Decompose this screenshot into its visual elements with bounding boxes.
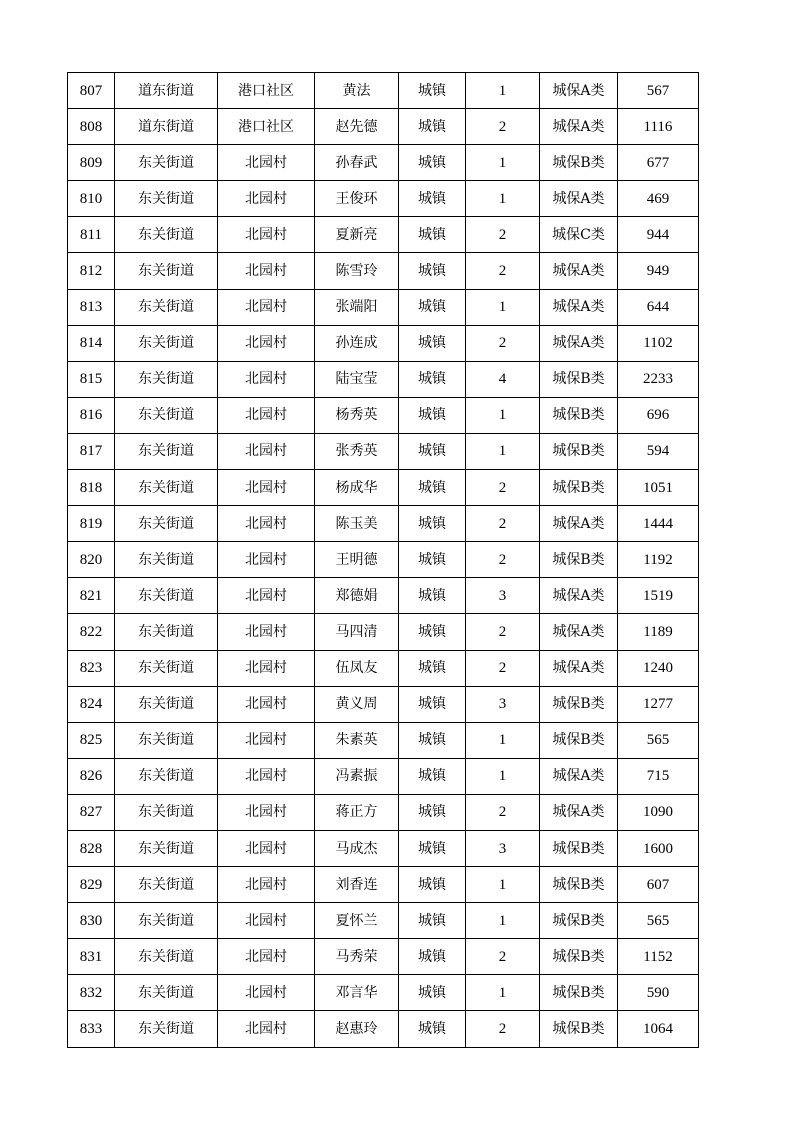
table-row (68, 903, 699, 939)
row-number-cell: 822 (68, 614, 115, 650)
community-cell: 北园村 (218, 578, 315, 614)
person-name-cell: 张端阳 (315, 289, 399, 325)
insurance-category-cell: 城保A类 (540, 578, 618, 614)
community-cell: 北园村 (218, 686, 315, 722)
insurance-category-cell: 城保B类 (540, 397, 618, 433)
amount-cell: 565 (618, 722, 699, 758)
table-row (68, 758, 699, 794)
household-count-cell: 2 (466, 217, 540, 253)
row-number-cell: 823 (68, 650, 115, 686)
street-cell: 东关街道 (115, 722, 218, 758)
amount-cell: 1277 (618, 686, 699, 722)
row-number-cell: 814 (68, 325, 115, 361)
person-name-cell: 杨秀英 (315, 397, 399, 433)
residence-type-cell: 城镇 (399, 650, 466, 686)
table-row (68, 361, 699, 397)
row-number-cell: 815 (68, 361, 115, 397)
insurance-category-cell: 城保B类 (540, 542, 618, 578)
person-name-cell: 夏新亮 (315, 217, 399, 253)
person-name-cell: 冯素振 (315, 758, 399, 794)
person-name-cell: 蒋正方 (315, 794, 399, 830)
insurance-category-cell: 城保A类 (540, 73, 618, 109)
household-count-cell: 2 (466, 470, 540, 506)
street-cell: 东关街道 (115, 145, 218, 181)
insurance-category-cell: 城保C类 (540, 217, 618, 253)
row-number-cell: 807 (68, 73, 115, 109)
residence-type-cell: 城镇 (399, 506, 466, 542)
residence-type-cell: 城镇 (399, 686, 466, 722)
table-row (68, 578, 699, 614)
street-cell: 东关街道 (115, 1011, 218, 1047)
amount-cell: 696 (618, 397, 699, 433)
street-cell: 东关街道 (115, 650, 218, 686)
household-count-cell: 1 (466, 397, 540, 433)
household-count-cell: 2 (466, 542, 540, 578)
residence-type-cell: 城镇 (399, 542, 466, 578)
table-row (68, 253, 699, 289)
household-count-cell: 3 (466, 578, 540, 614)
table-row (68, 975, 699, 1011)
amount-cell: 644 (618, 289, 699, 325)
community-cell: 北园村 (218, 181, 315, 217)
person-name-cell: 夏怀兰 (315, 903, 399, 939)
community-cell: 北园村 (218, 325, 315, 361)
insurance-category-cell: 城保B类 (540, 939, 618, 975)
household-count-cell: 2 (466, 325, 540, 361)
row-number-cell: 829 (68, 867, 115, 903)
residence-type-cell: 城镇 (399, 73, 466, 109)
community-cell: 北园村 (218, 397, 315, 433)
residence-type-cell: 城镇 (399, 361, 466, 397)
person-name-cell: 陈雪玲 (315, 253, 399, 289)
community-cell: 北园村 (218, 253, 315, 289)
person-name-cell: 郑德娟 (315, 578, 399, 614)
household-count-cell: 1 (466, 975, 540, 1011)
residence-type-cell: 城镇 (399, 975, 466, 1011)
insurance-category-cell: 城保B类 (540, 975, 618, 1011)
table-row (68, 145, 699, 181)
amount-cell: 1189 (618, 614, 699, 650)
residence-type-cell: 城镇 (399, 722, 466, 758)
street-cell: 东关街道 (115, 253, 218, 289)
household-count-cell: 1 (466, 867, 540, 903)
person-name-cell: 陆宝莹 (315, 361, 399, 397)
household-count-cell: 4 (466, 361, 540, 397)
residence-type-cell: 城镇 (399, 758, 466, 794)
amount-cell: 1600 (618, 830, 699, 866)
table-row (68, 542, 699, 578)
person-name-cell: 黄法 (315, 73, 399, 109)
household-count-cell: 2 (466, 939, 540, 975)
residence-type-cell: 城镇 (399, 867, 466, 903)
community-cell: 北园村 (218, 867, 315, 903)
residence-type-cell: 城镇 (399, 470, 466, 506)
amount-cell: 1102 (618, 325, 699, 361)
residence-type-cell: 城镇 (399, 181, 466, 217)
amount-cell: 1519 (618, 578, 699, 614)
table-row (68, 325, 699, 361)
table-row (68, 1011, 699, 1047)
amount-cell: 607 (618, 867, 699, 903)
insurance-category-cell: 城保B类 (540, 433, 618, 469)
community-cell: 北园村 (218, 217, 315, 253)
row-number-cell: 817 (68, 433, 115, 469)
table-row (68, 722, 699, 758)
insurance-category-cell: 城保B类 (540, 830, 618, 866)
amount-cell: 715 (618, 758, 699, 794)
row-number-cell: 826 (68, 758, 115, 794)
row-number-cell: 821 (68, 578, 115, 614)
insurance-category-cell: 城保B类 (540, 145, 618, 181)
row-number-cell: 816 (68, 397, 115, 433)
table-row (68, 506, 699, 542)
amount-cell: 1051 (618, 470, 699, 506)
household-count-cell: 2 (466, 109, 540, 145)
table-row (68, 181, 699, 217)
person-name-cell: 王俊环 (315, 181, 399, 217)
person-name-cell: 赵惠玲 (315, 1011, 399, 1047)
insurance-category-cell: 城保A类 (540, 650, 618, 686)
amount-cell: 567 (618, 73, 699, 109)
table-row (68, 289, 699, 325)
household-count-cell: 2 (466, 506, 540, 542)
amount-cell: 1152 (618, 939, 699, 975)
residence-type-cell: 城镇 (399, 1011, 466, 1047)
household-count-cell: 2 (466, 650, 540, 686)
row-number-cell: 827 (68, 794, 115, 830)
insurance-category-cell: 城保A类 (540, 253, 618, 289)
table-row (68, 109, 699, 145)
street-cell: 东关街道 (115, 867, 218, 903)
household-count-cell: 1 (466, 722, 540, 758)
community-cell: 北园村 (218, 975, 315, 1011)
table-body (68, 73, 699, 1048)
table-row (68, 470, 699, 506)
street-cell: 东关街道 (115, 361, 218, 397)
insurance-category-cell: 城保A类 (540, 506, 618, 542)
community-cell: 北园村 (218, 903, 315, 939)
person-name-cell: 马成杰 (315, 830, 399, 866)
community-cell: 北园村 (218, 758, 315, 794)
person-name-cell: 刘香连 (315, 867, 399, 903)
amount-cell: 1240 (618, 650, 699, 686)
amount-cell: 469 (618, 181, 699, 217)
residence-type-cell: 城镇 (399, 217, 466, 253)
amount-cell: 1064 (618, 1011, 699, 1047)
community-cell: 港口社区 (218, 109, 315, 145)
household-count-cell: 3 (466, 830, 540, 866)
community-cell: 北园村 (218, 1011, 315, 1047)
insurance-category-cell: 城保A类 (540, 758, 618, 794)
person-name-cell: 邓言华 (315, 975, 399, 1011)
insurance-category-cell: 城保A类 (540, 181, 618, 217)
amount-cell: 594 (618, 433, 699, 469)
residence-type-cell: 城镇 (399, 325, 466, 361)
community-cell: 北园村 (218, 470, 315, 506)
household-count-cell: 1 (466, 289, 540, 325)
insurance-category-cell: 城保B类 (540, 1011, 618, 1047)
amount-cell: 565 (618, 903, 699, 939)
row-number-cell: 833 (68, 1011, 115, 1047)
street-cell: 东关街道 (115, 542, 218, 578)
residence-type-cell: 城镇 (399, 578, 466, 614)
row-number-cell: 820 (68, 542, 115, 578)
insurance-category-cell: 城保A类 (540, 109, 618, 145)
person-name-cell: 孙连成 (315, 325, 399, 361)
row-number-cell: 808 (68, 109, 115, 145)
amount-cell: 677 (618, 145, 699, 181)
community-cell: 北园村 (218, 722, 315, 758)
table-row (68, 867, 699, 903)
table-row (68, 217, 699, 253)
person-name-cell: 伍凤友 (315, 650, 399, 686)
residence-type-cell: 城镇 (399, 145, 466, 181)
amount-cell: 1090 (618, 794, 699, 830)
household-count-cell: 3 (466, 686, 540, 722)
community-cell: 北园村 (218, 433, 315, 469)
amount-cell: 1444 (618, 506, 699, 542)
row-number-cell: 819 (68, 506, 115, 542)
street-cell: 东关街道 (115, 975, 218, 1011)
street-cell: 道东街道 (115, 109, 218, 145)
residence-type-cell: 城镇 (399, 939, 466, 975)
street-cell: 东关街道 (115, 289, 218, 325)
street-cell: 东关街道 (115, 794, 218, 830)
street-cell: 道东街道 (115, 73, 218, 109)
household-count-cell: 1 (466, 433, 540, 469)
amount-cell: 590 (618, 975, 699, 1011)
household-count-cell: 1 (466, 758, 540, 794)
community-cell: 北园村 (218, 794, 315, 830)
residence-type-cell: 城镇 (399, 903, 466, 939)
allowance-table (67, 72, 699, 1048)
insurance-category-cell: 城保B类 (540, 867, 618, 903)
household-count-cell: 2 (466, 253, 540, 289)
row-number-cell: 831 (68, 939, 115, 975)
community-cell: 北园村 (218, 939, 315, 975)
household-count-cell: 1 (466, 903, 540, 939)
household-count-cell: 1 (466, 145, 540, 181)
person-name-cell: 马秀荣 (315, 939, 399, 975)
residence-type-cell: 城镇 (399, 109, 466, 145)
street-cell: 东关街道 (115, 758, 218, 794)
street-cell: 东关街道 (115, 325, 218, 361)
row-number-cell: 811 (68, 217, 115, 253)
residence-type-cell: 城镇 (399, 397, 466, 433)
household-count-cell: 2 (466, 1011, 540, 1047)
person-name-cell: 陈玉美 (315, 506, 399, 542)
person-name-cell: 赵先德 (315, 109, 399, 145)
community-cell: 港口社区 (218, 73, 315, 109)
row-number-cell: 813 (68, 289, 115, 325)
street-cell: 东关街道 (115, 506, 218, 542)
street-cell: 东关街道 (115, 939, 218, 975)
amount-cell: 1116 (618, 109, 699, 145)
row-number-cell: 828 (68, 830, 115, 866)
table-row (68, 433, 699, 469)
community-cell: 北园村 (218, 506, 315, 542)
amount-cell: 1192 (618, 542, 699, 578)
table-row (68, 794, 699, 830)
community-cell: 北园村 (218, 289, 315, 325)
table-row (68, 939, 699, 975)
street-cell: 东关街道 (115, 830, 218, 866)
residence-type-cell: 城镇 (399, 794, 466, 830)
street-cell: 东关街道 (115, 217, 218, 253)
table-row (68, 830, 699, 866)
street-cell: 东关街道 (115, 433, 218, 469)
insurance-category-cell: 城保B类 (540, 470, 618, 506)
row-number-cell: 810 (68, 181, 115, 217)
person-name-cell: 王明德 (315, 542, 399, 578)
street-cell: 东关街道 (115, 686, 218, 722)
residence-type-cell: 城镇 (399, 289, 466, 325)
household-count-cell: 1 (466, 181, 540, 217)
community-cell: 北园村 (218, 650, 315, 686)
residence-type-cell: 城镇 (399, 830, 466, 866)
person-name-cell: 张秀英 (315, 433, 399, 469)
residence-type-cell: 城镇 (399, 614, 466, 650)
insurance-category-cell: 城保A类 (540, 325, 618, 361)
household-count-cell: 2 (466, 614, 540, 650)
amount-cell: 944 (618, 217, 699, 253)
person-name-cell: 马四清 (315, 614, 399, 650)
row-number-cell: 830 (68, 903, 115, 939)
table-row (68, 614, 699, 650)
street-cell: 东关街道 (115, 578, 218, 614)
table-row (68, 650, 699, 686)
residence-type-cell: 城镇 (399, 253, 466, 289)
insurance-category-cell: 城保B类 (540, 686, 618, 722)
household-count-cell: 1 (466, 73, 540, 109)
row-number-cell: 825 (68, 722, 115, 758)
household-count-cell: 2 (466, 794, 540, 830)
row-number-cell: 818 (68, 470, 115, 506)
row-number-cell: 832 (68, 975, 115, 1011)
person-name-cell: 黄义周 (315, 686, 399, 722)
insurance-category-cell: 城保A类 (540, 289, 618, 325)
street-cell: 东关街道 (115, 181, 218, 217)
insurance-category-cell: 城保A类 (540, 614, 618, 650)
row-number-cell: 812 (68, 253, 115, 289)
insurance-category-cell: 城保A类 (540, 794, 618, 830)
table-row (68, 397, 699, 433)
row-number-cell: 809 (68, 145, 115, 181)
table-row (68, 686, 699, 722)
person-name-cell: 杨成华 (315, 470, 399, 506)
street-cell: 东关街道 (115, 903, 218, 939)
table-row (68, 73, 699, 109)
row-number-cell: 824 (68, 686, 115, 722)
insurance-category-cell: 城保B类 (540, 722, 618, 758)
amount-cell: 2233 (618, 361, 699, 397)
person-name-cell: 朱素英 (315, 722, 399, 758)
street-cell: 东关街道 (115, 614, 218, 650)
community-cell: 北园村 (218, 542, 315, 578)
insurance-category-cell: 城保B类 (540, 361, 618, 397)
insurance-category-cell: 城保B类 (540, 903, 618, 939)
community-cell: 北园村 (218, 614, 315, 650)
person-name-cell: 孙春武 (315, 145, 399, 181)
community-cell: 北园村 (218, 145, 315, 181)
street-cell: 东关街道 (115, 397, 218, 433)
amount-cell: 949 (618, 253, 699, 289)
community-cell: 北园村 (218, 361, 315, 397)
residence-type-cell: 城镇 (399, 433, 466, 469)
street-cell: 东关街道 (115, 470, 218, 506)
community-cell: 北园村 (218, 830, 315, 866)
